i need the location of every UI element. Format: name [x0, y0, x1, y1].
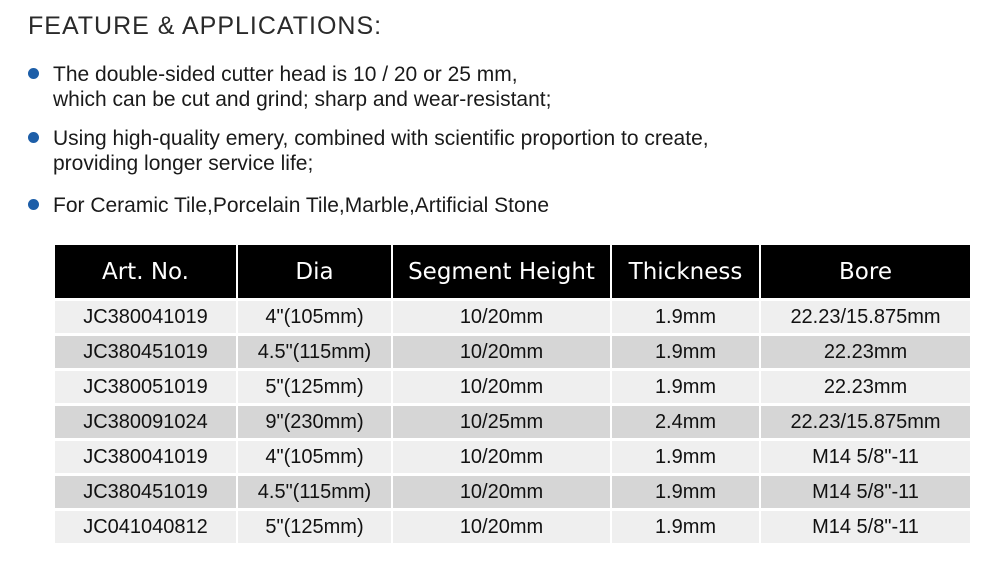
column-header-bore: Bore	[760, 245, 970, 300]
column-header-dia: Dia	[237, 245, 392, 300]
cell-dia: 4.5"(115mm)	[237, 475, 392, 510]
cell-dia: 9"(230mm)	[237, 405, 392, 440]
cell-segment-height: 10/20mm	[392, 370, 611, 405]
column-header-art-no: Art. No.	[55, 245, 237, 300]
cell-dia: 5"(125mm)	[237, 370, 392, 405]
list-item-text: The double-sided cutter head is 10 / 20 or 25 mm,	[53, 63, 518, 86]
cell-segment-height: 10/20mm	[392, 440, 611, 475]
list-item-text: Using high-quality emery, combined with scientific proportion to create,	[53, 127, 709, 150]
column-header-thickness: Thickness	[611, 245, 760, 300]
cell-bore: 22.23/15.875mm	[760, 405, 970, 440]
cell-dia: 4"(105mm)	[237, 300, 392, 335]
cell-bore: M14 5/8"-11	[760, 440, 970, 475]
cell-dia: 4"(105mm)	[237, 440, 392, 475]
bullet-dot-icon	[28, 199, 39, 210]
cell-thickness: 1.9mm	[611, 475, 760, 510]
list-item-text: providing longer service life;	[53, 152, 314, 175]
page-title: FEATURE & APPLICATIONS:	[28, 12, 383, 40]
cell-thickness: 1.9mm	[611, 300, 760, 335]
table-header-row	[55, 245, 970, 300]
spec-table	[55, 245, 970, 543]
table-row	[55, 405, 970, 440]
cell-segment-height: 10/25mm	[392, 405, 611, 440]
list-item-text: which can be cut and grind; sharp and wear-resistant;	[53, 88, 552, 111]
table-row	[55, 475, 970, 510]
cell-segment-height: 10/20mm	[392, 475, 611, 510]
table-row	[55, 300, 970, 335]
table-row	[55, 370, 970, 405]
table-row	[55, 510, 970, 544]
cell-segment-height: 10/20mm	[392, 300, 611, 335]
list-item	[28, 193, 968, 218]
cell-bore: 22.23mm	[760, 335, 970, 370]
cell-thickness: 1.9mm	[611, 370, 760, 405]
cell-bore: M14 5/8"-11	[760, 475, 970, 510]
list-item-text: For Ceramic Tile,Porcelain Tile,Marble,Artificial Stone	[53, 194, 550, 217]
cell-art-no: JC380051019	[55, 370, 237, 405]
cell-segment-height: 10/20mm	[392, 335, 611, 370]
cell-art-no: JC041040812	[55, 510, 237, 544]
cell-dia: 5"(125mm)	[237, 510, 392, 544]
cell-thickness: 1.9mm	[611, 510, 760, 544]
column-header-segment-height: Segment Height	[392, 245, 611, 300]
cell-art-no: JC380451019	[55, 475, 237, 510]
list-item	[28, 126, 968, 176]
feature-list	[28, 62, 968, 218]
bullet-dot-icon	[28, 68, 39, 79]
cell-art-no: JC380041019	[55, 300, 237, 335]
cell-bore: M14 5/8"-11	[760, 510, 970, 544]
table-row	[55, 335, 970, 370]
cell-bore: 22.23mm	[760, 370, 970, 405]
cell-dia: 4.5"(115mm)	[237, 335, 392, 370]
cell-segment-height: 10/20mm	[392, 510, 611, 544]
cell-thickness: 2.4mm	[611, 405, 760, 440]
bullet-dot-icon	[28, 132, 39, 143]
cell-thickness: 1.9mm	[611, 335, 760, 370]
cell-art-no: JC380451019	[55, 335, 237, 370]
list-item	[28, 62, 968, 112]
cell-bore: 22.23/15.875mm	[760, 300, 970, 335]
cell-thickness: 1.9mm	[611, 440, 760, 475]
cell-art-no: JC380041019	[55, 440, 237, 475]
table-row	[55, 440, 970, 475]
cell-art-no: JC380091024	[55, 405, 237, 440]
